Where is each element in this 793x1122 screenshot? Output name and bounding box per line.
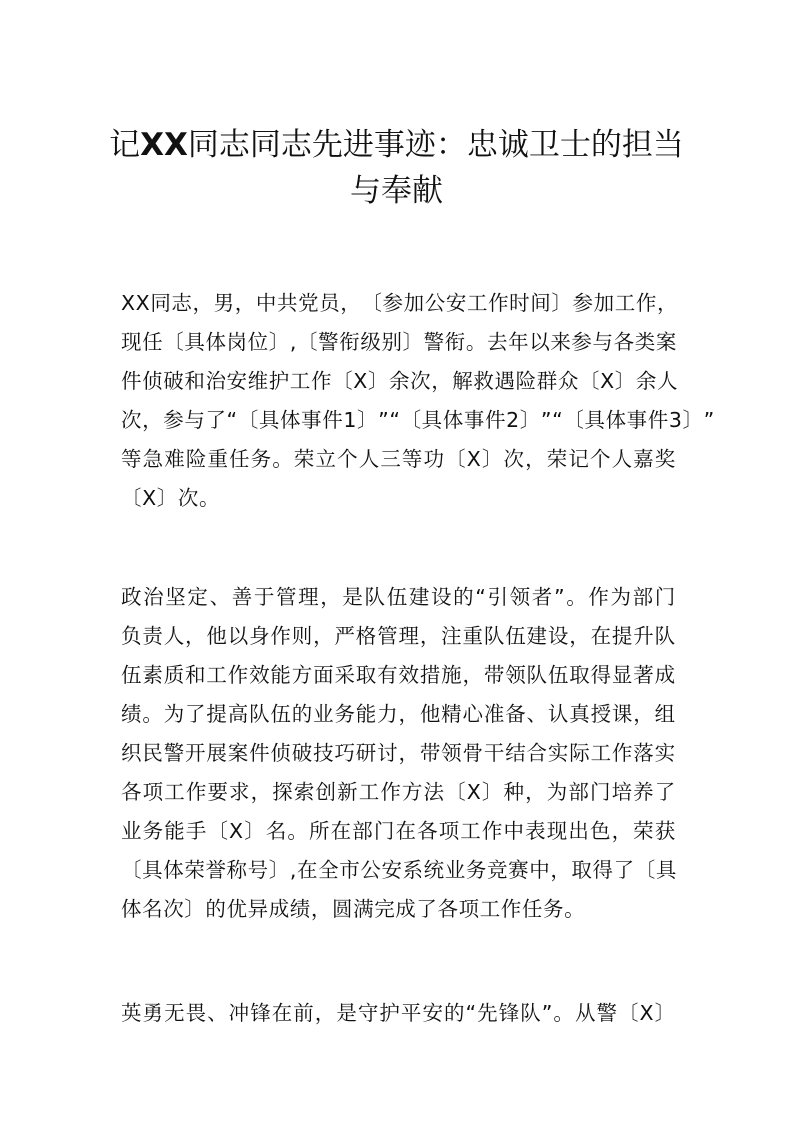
paragraph-2-line: 体名次〕的优异成绩，圆满完成了各项工作任务。 [121,897,586,921]
paragraph-1 [121,284,715,518]
paragraph-2-line: 负 责 人 ， 他 以 身 作 则 ， 严 格 管 理 ， 注 重 队 伍 建 设 ， 在 提 升 队 [121,624,676,648]
document-title-line-1: 记XX同志同志先进事迹：忠诚卫士的担当 [109,127,684,163]
paragraph-2-line: 政 治 坚 定 、 善 于 管 理 ， 是 队 伍 建 设 的 “ 引 领 者 ” 。 作 为 部 门 [121,585,676,609]
document-title-line-2: 与奉献 [350,173,443,209]
paragraph-2-line: 伍 素 质 和 工 作 效 能 方 面 采 取 有 效 措 施 ， 带 领 队 伍 取 得 显 著 成 [121,663,676,687]
title-bold-xx: XX [140,127,188,163]
paragraph-2-line: 〔 具 体 荣 誉 称 号 〕 , 在 全 市 公 安 系 统 业 务 竞 赛 中 ， 取 得 了 〔 具 [121,858,677,882]
paragraph-3-line: 英 勇 无 畏 、 冲 锋 在 前 ， 是 守 护 平 安 的 “ 先 锋 队 ” 。 从 警 〔 X 〕 [121,1001,676,1025]
paragraph-2-line: 绩 。 为 了 提 高 队 伍 的 业 务 能 力 ， 他 精 心 准 备 、 认 真 授 课 ， 组 [121,702,676,726]
paragraph-2-line: 各 项 工 作 要 求 ， 探 索 创 新 工 作 方 法 〔 X 〕 种 ， 为 部 门 培 养 了 [121,780,676,804]
paragraph-1-line: 件 侦 破 和 治 安 维 护 工 作 〔 X 〕 余 次 ， 解 救 遇 险 群 众 〔 X 〕 余 人 [121,369,679,393]
paragraph-1-line: 次 ， 参 与 了 “ 〔 具 体 事 件 1 〕 ” “ 〔 具 体 事 件 2 〕 ” “ 〔 具 体 事 件 3 〕 ” [121,408,715,432]
paragraph-1-line: X X 同 志 ， 男 ， 中 共 党 员 ， 〔 参 加 公 安 工 作 时 间 〕 参 加 工 作 ， [121,291,679,315]
paragraph-1-line: 现 任 〔 具 体 岗 位 〕 , 〔 警 衔 级 别 〕 警 衔 。 去 年 以 来 参 与 各 类 案 [121,330,677,354]
paragraph-1-line: 〔X〕次。 [121,486,221,510]
paragraph-2-line: 织 民 警 开 展 案 件 侦 破 技 巧 研 讨 ， 带 领 骨 干 结 合 实 际 工 作 落 实 [121,741,676,765]
paragraph-2-line: 业 务 能 手 〔 X 〕 名 。 所 在 部 门 在 各 项 工 作 中 表 现 出 色 ， 荣 获 [121,819,676,843]
paragraph-3 [121,994,676,1033]
paragraph-1-line: 等 急 难 险 重 任 务 。 荣 立 个 人 三 等 功 〔 X 〕 次 ， 荣 记 个 人 嘉 奖 [121,447,676,471]
paragraph-2 [121,578,676,929]
